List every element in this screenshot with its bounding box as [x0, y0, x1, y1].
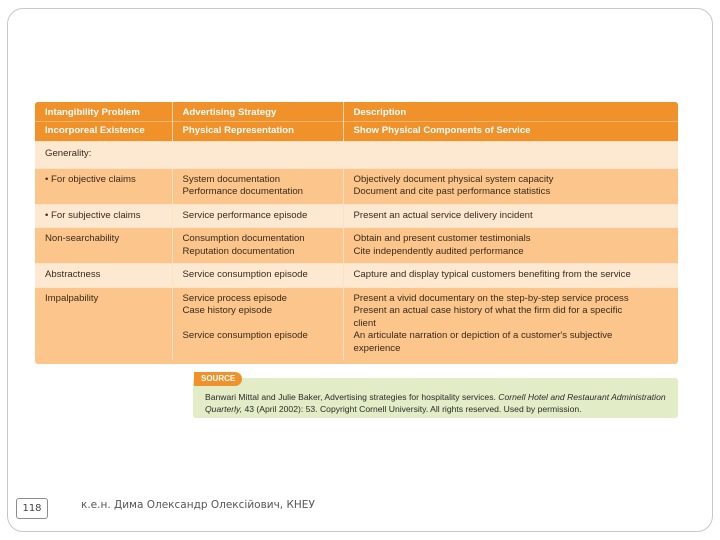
strategy-cell: Service performance episode	[172, 204, 343, 228]
description-line: Objectively document physical system capacity	[353, 173, 554, 185]
description-line: Present a vivid documentary on the step-by-step service process	[353, 292, 629, 304]
strategy-line: Reputation documentation	[182, 245, 295, 257]
source-journal: Cornell Hotel and Restaurant Administration Quarterly,	[205, 392, 666, 414]
table-row	[35, 168, 678, 204]
strategy-line: Service consumption episode	[182, 329, 308, 341]
footer-author: к.е.н. Дима Олександр Олексійович, КНЕУ	[81, 499, 315, 511]
description-line: Obtain and present customer testimonials	[353, 233, 531, 244]
strategy-line: Case history episode	[182, 305, 273, 316]
description-line: experience	[353, 342, 401, 354]
strategy-table	[35, 102, 678, 364]
description-cell: Capture and display typical customers benefiting from the service	[343, 264, 678, 288]
generality-label: Generality:	[35, 142, 678, 169]
table-subheader-row	[35, 122, 678, 142]
header-strategy: Advertising Strategy	[172, 102, 343, 122]
description-line: Present an actual case history of what the firm did for a specific	[353, 305, 623, 316]
strategy-cell	[172, 228, 343, 264]
strategy-cell	[172, 287, 343, 360]
strategy-line: Performance documentation	[182, 186, 304, 197]
table-row	[35, 142, 678, 169]
subheader-problem: Incorporeal Existence	[35, 122, 172, 142]
table-row	[35, 204, 678, 228]
header-description: Description	[343, 102, 678, 122]
source-citation	[205, 391, 673, 415]
strategy-line: System documentation	[182, 173, 281, 185]
table-row	[35, 287, 678, 360]
problem-cell: Non-searchability	[35, 228, 172, 264]
source-tag: SOURCE	[194, 372, 242, 386]
strategy-line: Service process episode	[182, 292, 288, 304]
description-line: Cite independently audited performance	[353, 245, 524, 257]
problem-cell: Impalpability	[35, 287, 172, 360]
description-cell	[343, 168, 678, 204]
description-line: Document and cite past performance statistics	[353, 186, 551, 197]
table-row	[35, 228, 678, 264]
problem-cell: Abstractness	[35, 264, 172, 288]
description-cell	[343, 287, 678, 360]
line-gap	[183, 318, 339, 330]
problem-cell: • For subjective claims	[35, 204, 172, 228]
page-number: 118	[16, 498, 48, 519]
subheader-description: Show Physical Components of Service	[343, 122, 678, 142]
problem-cell: • For objective claims	[35, 168, 172, 204]
table-header-row	[35, 102, 678, 122]
description-cell: Present an actual service delivery incident	[343, 204, 678, 228]
source-details: 43 (April 2002): 53. Copyright Cornell University. All rights reserved. Used by permission.	[244, 404, 582, 414]
table-row	[35, 264, 678, 288]
description-line: client	[353, 317, 376, 329]
source-authors: Banwari Mittal and Julie Baker, Advertising strategies for hospitality services.	[205, 392, 496, 402]
strategy-line: Consumption documentation	[182, 233, 305, 244]
subheader-strategy: Physical Representation	[172, 122, 343, 142]
header-problem: Intangibility Problem	[35, 102, 172, 122]
strategy-cell	[172, 168, 343, 204]
description-cell	[343, 228, 678, 264]
description-line: An articulate narration or depiction of a customer's subjective	[353, 330, 613, 341]
strategy-cell: Service consumption episode	[172, 264, 343, 288]
